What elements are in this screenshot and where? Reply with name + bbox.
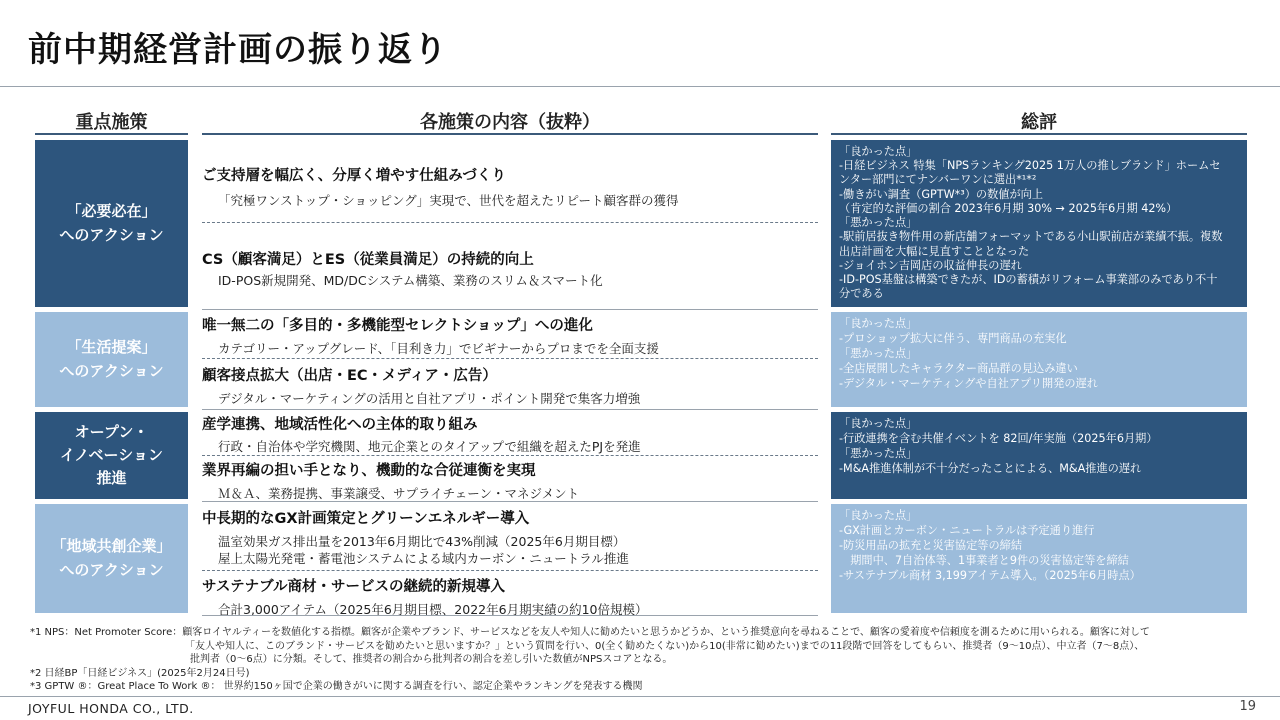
measure-heading: 業界再編の担い手となり、機動的な合従連衡を実現 xyxy=(202,463,536,479)
review-line: 期間中、7自治体等、1事業者と9件の災害協定等を締結 xyxy=(839,553,1129,567)
footnote-nps-cont: 批判者（0～6点）に分類。そして、推奨者の割合から批判者の割合を差し引いた数値がNPSスコアとなる。 xyxy=(30,654,673,665)
review-line: （肯定的な評価の割合 2023年6月期 30% → 2025年6月期 42%） xyxy=(839,201,1178,215)
review-block-1 xyxy=(831,140,1247,307)
review-line: 「良かった点」 xyxy=(839,317,918,330)
content-block-4 xyxy=(202,504,818,617)
title-divider xyxy=(0,86,1280,87)
measure-detail: 行政・自治体や学究機関、地元企業とのタイアップで組織を超えたPJを発進 xyxy=(218,439,641,454)
review-line: 分である xyxy=(839,287,884,301)
review-line: -GX計画とカーボン・ニュートラルは予定通り進行 xyxy=(839,523,1095,537)
category-chiiki-kyoso: 「地域共創企業」 へのアクション xyxy=(35,504,188,613)
review-line: ンター部門にてナンバーワンに選出*¹*² xyxy=(839,173,1037,187)
header-measure-contents: 各施策の内容（抜粋） xyxy=(420,112,600,133)
review-line: 「悪かった点」 xyxy=(839,216,918,230)
measure-heading: 産学連携、地域活性化への主体的取り組み xyxy=(202,417,478,433)
review-line: -行政連携を含む共催イベントを 82回/年実施（2025年6月期） xyxy=(839,431,1158,445)
measure-heading: 唯一無二の「多目的・多機能型セレクトショップ」への進化 xyxy=(202,318,593,334)
content-block-1 xyxy=(202,140,818,307)
measure-heading: ご支持層を幅広く、分厚く増やす仕組みづくり xyxy=(202,168,506,184)
footnotes xyxy=(30,626,1150,694)
page-title: 前中期経営計画の振り返り xyxy=(28,30,448,70)
dashed-divider xyxy=(202,222,818,223)
review-block-2 xyxy=(831,312,1247,407)
footnote-gptw: *3 GPTW ®：Great Place To Work ®： 世界約150ヶ国で企業の働きがいに関する調査を行い、認定企業やランキングを発表する機関 xyxy=(30,681,643,692)
dashed-divider xyxy=(202,358,818,359)
measure-detail: 「究極ワンストップ・ショッピング」実現で、世代を超えたリピート顧客群の獲得 xyxy=(218,193,679,208)
row-divider xyxy=(202,409,818,410)
dashed-divider xyxy=(202,570,818,571)
review-line: 出店計画を大幅に見直すこととなった xyxy=(839,244,1030,258)
header-underline-1 xyxy=(35,133,188,135)
header-underline-2 xyxy=(202,133,818,135)
header-review: 総評 xyxy=(1021,112,1057,133)
company-name: JOYFUL HONDA CO., LTD. xyxy=(28,701,194,716)
review-line: 「悪かった点」 xyxy=(839,346,918,360)
measure-detail: デジタル・マーケティングの活用と自社アプリ・ポイント開発で集客力増強 xyxy=(218,391,641,406)
footnote-nps: *1 NPS：Net Promoter Score：顧客ロイヤルティーを数値化する指標。顧客が企業やブランド、サービスなどを友人や知人に勧めたいと思うかどうか、という推奨意向を尋ねることで、顧客の愛着度や信頼度を測るために用いられる。顧客に対して xyxy=(30,627,1150,638)
page-number: 19 xyxy=(1239,699,1256,714)
row-divider xyxy=(202,501,818,502)
dashed-divider xyxy=(202,455,818,456)
measure-detail: ID-POS新規開発、MD/DCシステム構築、業務のスリム＆スマート化 xyxy=(218,273,603,288)
content-block-2 xyxy=(202,312,818,407)
review-line: -働きがい調査（GPTW*³）の数値が向上 xyxy=(839,187,1044,201)
measure-detail: 屋上太陽光発電・蓄電池システムによる域内カーボン・ニュートラル推進 xyxy=(218,551,629,566)
review-line: -プロショップ拡大に伴う、専門商品の充実化 xyxy=(839,331,1067,345)
review-line: -ID-POS基盤は構築できたが、IDの蓄積がリフォーム事業部のみであり不十 xyxy=(839,272,1218,286)
footnote-nps-cont: 「友人や知人に、このブランド・サービスを勧めたいと思いますか？」という質問を行い、0(全く勧めたくない)から10(非常に勧めたい)までの11段階で回答をしてもらい、推奨者（9～10点）、中立者（7～8点）、 xyxy=(30,640,1145,652)
category-open-innovation: オープン・ イノベーション 推進 xyxy=(35,412,188,499)
row-divider xyxy=(202,309,818,310)
review-line: 「悪かった点」 xyxy=(839,446,918,460)
measure-detail: 温室効果ガス排出量を2013年6月期比で43%削減（2025年6月期目標） xyxy=(218,534,626,549)
review-line: -駅前居抜き物件用の新店舗フォーマットである小山駅前店が業績不振。複数 xyxy=(839,230,1223,244)
measure-heading: 顧客接点拡大（出店・EC・メディア・広告） xyxy=(202,368,497,384)
review-line: -防災用品の拡充と災害協定等の締結 xyxy=(839,538,1023,552)
review-line: 「良かった点」 xyxy=(839,417,918,430)
measure-detail: 合計3,000アイテム（2025年6月期目標、2022年6月期実績の約10倍規模） xyxy=(218,602,648,617)
header-underline-3 xyxy=(831,133,1247,135)
footnote-nikkei: *2 日経BP「日経ビジネス」(2025年2月24日号) xyxy=(30,667,250,679)
review-block-3 xyxy=(831,412,1247,499)
review-line: -デジタル・マーケティングや自社アプリ開発の遅れ xyxy=(839,376,1098,390)
review-line: -日経ビジネス 特集「NPSランキング2025 1万人の推しブランド」ホームセ xyxy=(839,159,1221,173)
measure-detail: カテゴリー・アップグレード、「目利き力」でビギナーからプロまでを全面支援 xyxy=(218,341,659,356)
measure-detail: Ｍ＆Ａ、業務提携、事業譲受、サプライチェーン・マネジメント xyxy=(218,486,580,501)
measure-heading: 中長期的なGX計画策定とグリーンエネルギー導入 xyxy=(202,511,530,527)
measure-heading: サステナブル商材・サービスの継続的新規導入 xyxy=(202,579,506,595)
review-line: 「良かった点」 xyxy=(839,509,918,522)
review-line: 「良かった点」 xyxy=(839,145,918,158)
category-hitsuyo-hitsuzai: 「必要必在」 へのアクション xyxy=(35,140,188,307)
category-seikatsu-teian: 「生活提案」 へのアクション xyxy=(35,312,188,407)
footer-divider xyxy=(0,696,1280,697)
review-line: -ジョイホン吉岡店の収益伸長の遅れ xyxy=(839,258,1022,272)
measure-heading: CS（顧客満足）とES（従業員満足）の持続的向上 xyxy=(202,252,534,268)
review-line: -サステナブル商材 3,199アイテム導入。（2025年6月時点） xyxy=(839,568,1141,582)
row-divider xyxy=(202,615,818,616)
review-line: -M&A推進体制が不十分だったことによる、M&A推進の遅れ xyxy=(839,461,1142,475)
review-block-4 xyxy=(831,504,1247,613)
review-line: -全店展開したキャラクター商品群の見込み違い xyxy=(839,361,1078,375)
header-focus-measures: 重点施策 xyxy=(75,112,148,133)
